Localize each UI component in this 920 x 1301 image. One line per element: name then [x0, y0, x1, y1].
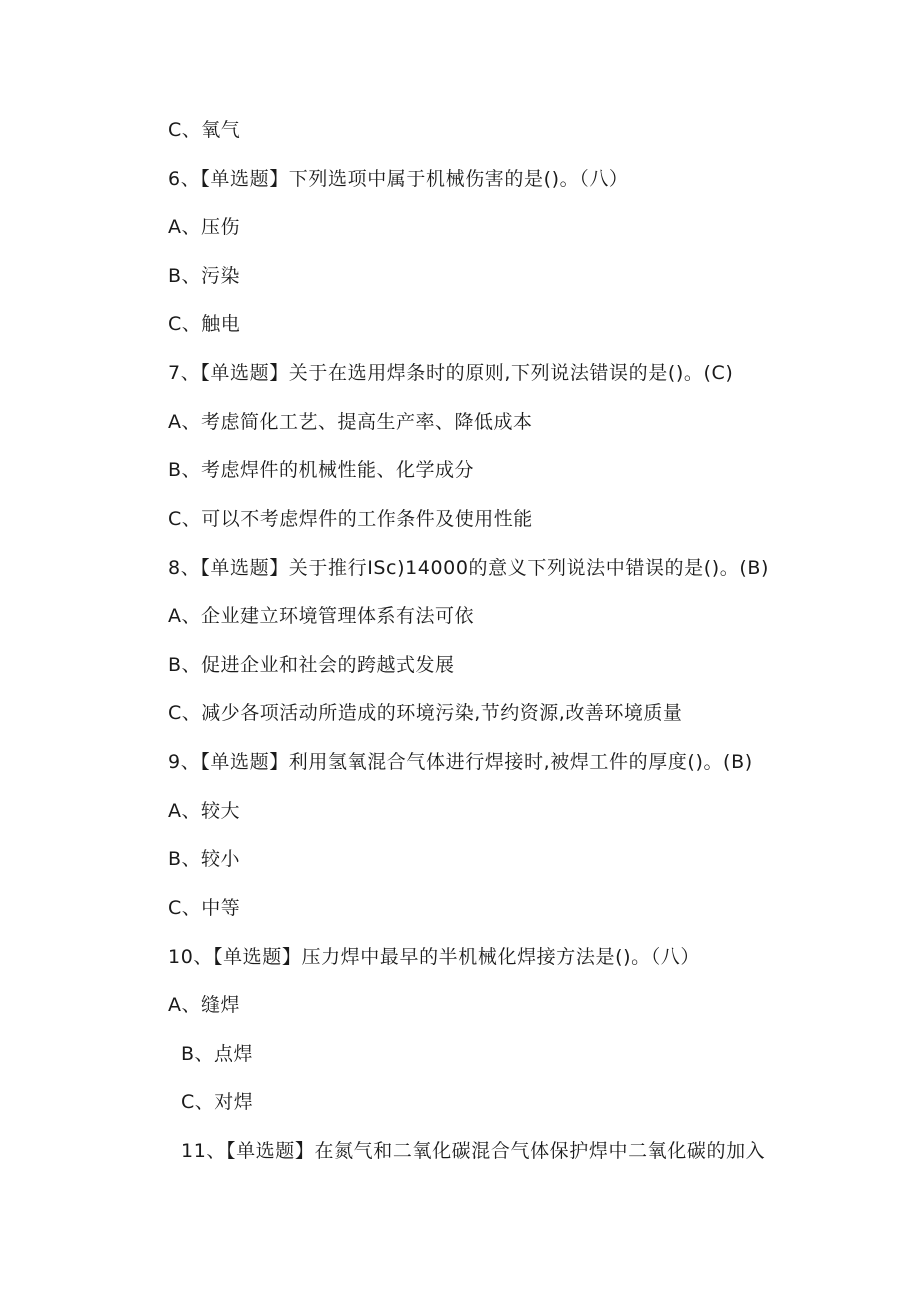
question-10: 10、【单选题】压力焊中最早的半机械化焊接方法是()。（八） — [168, 946, 701, 968]
option-c-q10: C、对焊 — [181, 1091, 254, 1113]
option-b-q7: B、考虑焊件的机械性能、化学成分 — [168, 459, 475, 481]
option-b-q8: B、促进企业和社会的跨越式发展 — [168, 654, 455, 676]
option-c-q7: C、可以不考虑焊件的工作条件及使用性能 — [168, 508, 533, 530]
option-b-q9: B、较小 — [168, 848, 241, 870]
question-6: 6、【单选题】下列选项中属于机械伤害的是()。（八） — [168, 168, 629, 190]
option-c-q5: C、氧气 — [168, 119, 241, 141]
question-9: 9、【单选题】利用氢氧混合气体进行焊接时,被焊工件的厚度()。(B) — [168, 751, 753, 773]
question-7: 7、【单选题】关于在选用焊条时的原则,下列说法错误的是()。(C) — [168, 362, 734, 384]
option-b-q6: B、污染 — [168, 265, 241, 287]
question-11: 11、【单选题】在氮气和二氧化碳混合气体保护焊中二氧化碳的加入 — [181, 1140, 766, 1162]
option-a-q8: A、企业建立环境管理体系有法可依 — [168, 605, 474, 627]
option-b-q10: B、点焊 — [181, 1043, 254, 1065]
option-a-q10: A、缝焊 — [168, 994, 240, 1016]
option-c-q9: C、中等 — [168, 897, 241, 919]
option-c-q8: C、减少各项活动所造成的环境污染,节约资源,改善环境质量 — [168, 702, 683, 724]
question-8: 8、【单选题】关于推行ISc)14000的意义下列说法中错误的是()。(B) — [168, 557, 770, 579]
option-a-q9: A、较大 — [168, 800, 240, 822]
option-c-q6: C、触电 — [168, 313, 241, 335]
option-a-q6: A、压伤 — [168, 216, 240, 238]
option-a-q7: A、考虑简化工艺、提高生产率、降低成本 — [168, 411, 533, 433]
